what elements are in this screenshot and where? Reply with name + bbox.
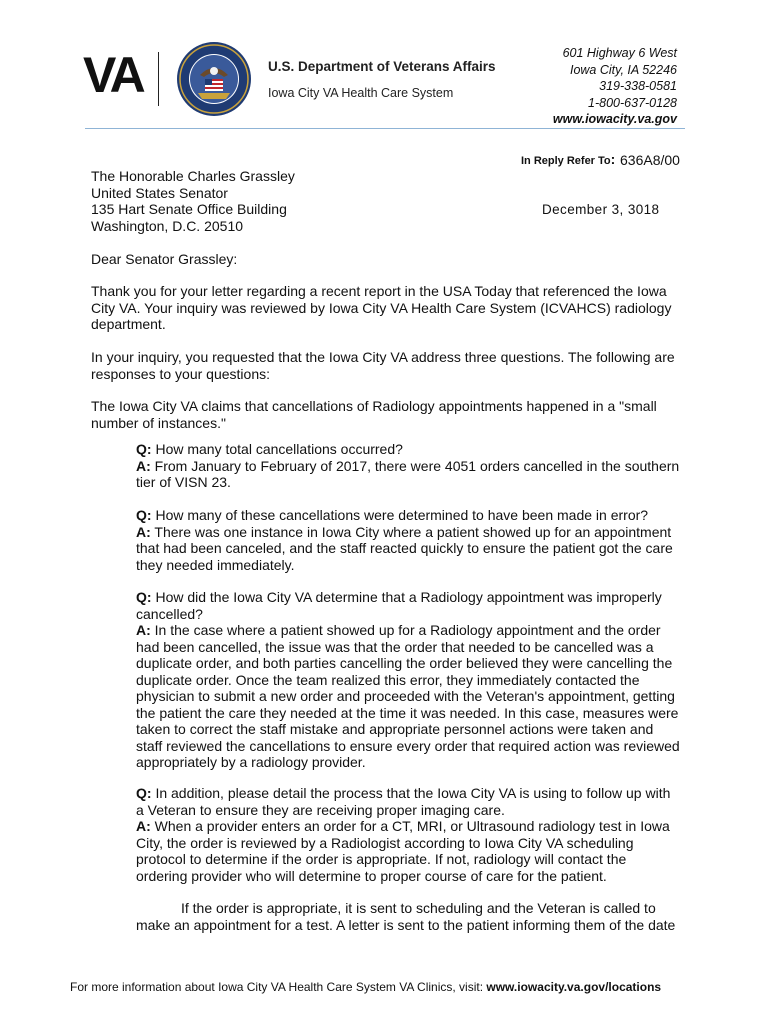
answer-text: There was one instance in Iowa City where a patient showed up for an appointment that had been canceled, and the staff reacted quickly to ensure the patient got the care they needed immediately. xyxy=(136,523,673,573)
answer-label: A: xyxy=(136,457,151,474)
question-text: In addition, please detail the process that the Iowa City VA is using to follow up with a Veteran to ensure they are receiving proper imaging care. xyxy=(136,785,671,818)
question-text: How did the Iowa City VA determine that a Radiology appointment was improperly cancelled? xyxy=(136,589,662,622)
question-label: Q: xyxy=(136,785,152,801)
letterhead-rule xyxy=(85,128,685,129)
body-paragraph: The Iowa City VA claims that cancellations of Radiology appointments happened in a "small number of instances." xyxy=(91,398,657,431)
question-text: How many of these cancellations were determined to have been made in error? xyxy=(155,507,649,523)
addressee-line: Washington, D.C. 20510 xyxy=(91,217,244,234)
question-label: Q: xyxy=(136,441,152,457)
qa-item xyxy=(136,441,681,491)
footer xyxy=(70,980,661,994)
reply-refer-label: In Reply Refer To: xyxy=(521,151,616,167)
website-link[interactable]: www.iowacity.va.gov xyxy=(552,112,677,126)
addressee-line: The Honorable Charles Grassley xyxy=(91,168,295,184)
question-label: Q: xyxy=(136,507,152,523)
answer-text: When a provider enters an order for a CT, MRI, or Ultrasound radiology test in Iowa City, the order is reviewed by a Radiologist according to Iowa City VA scheduling protocol to determine if the order is appropriate. If not, radiology will contact the ordering provider who will determine to proper course of care for the patient. xyxy=(136,818,670,884)
va-seal-icon xyxy=(176,41,252,117)
facility-name: Iowa City VA Health Care System xyxy=(268,86,454,100)
letter-date: December 3, 3018 xyxy=(542,202,660,217)
body-paragraph: Thank you for your letter regarding a recent report in the USA Today that referenced the Iowa City VA. Your inquiry was reviewed by Iowa City VA Health Care System (ICVAHCS) radiology department. xyxy=(91,283,672,332)
phone-line: 1-800-637-0128 xyxy=(588,95,677,110)
answer-label: A: xyxy=(136,622,151,638)
logo-divider xyxy=(158,52,159,106)
answer-label: A: xyxy=(136,523,151,540)
footer-link[interactable]: www.iowacity.va.gov/locations xyxy=(486,980,662,994)
qa-item xyxy=(136,589,681,771)
va-logo: VA xyxy=(83,47,143,103)
footer-text: For more information about Iowa City VA Health Care System VA Clinics, visit: xyxy=(70,980,487,994)
continuation-paragraph: If the order is appropriate, it is sent to scheduling and the Veteran is called to make an appointment for a test. A letter is sent to the patient informing them of the date xyxy=(136,900,676,933)
address-line: Iowa City, IA 52246 xyxy=(569,62,677,77)
answer-label: A: xyxy=(136,818,151,834)
qa-item xyxy=(136,785,681,884)
question-text: How many total cancellations occurred? xyxy=(155,441,403,457)
address-line: 601 Highway 6 West xyxy=(562,46,677,60)
phone-line: 319-338-0581 xyxy=(599,79,677,93)
addressee-block xyxy=(91,168,295,234)
body-paragraph: In your inquiry, you requested that the Iowa City VA address three questions. The following are responses to your questions: xyxy=(91,349,675,382)
reply-refer-code: 636A8/00 xyxy=(620,152,680,168)
addressee-line: United States Senator xyxy=(91,184,228,201)
addressee-line: 135 Hart Senate Office Building xyxy=(91,201,287,217)
qa-item xyxy=(136,507,681,573)
answer-text: From January to February of 2017, there were 4051 orders cancelled in the southern tier of VISN 23. xyxy=(136,457,680,490)
question-label: Q: xyxy=(136,589,152,605)
salutation: Dear Senator Grassley: xyxy=(91,251,238,267)
answer-text: In the case where a patient showed up for a Radiology appointment and the order had been cancelled, the issue was that the order that needed to be cancelled was a duplicate order, and both parties cancelling the order believed they were cancelling the duplicate order. Once the team realized this error, they immediately contacted the physician to submit a new order and proceeded with the Veteran's appointment, getting the patient the care they needed at the time it was needed. In this case, measures were taken to correct the staff mistake and appropriate personnel actions were taken and staff reviewed the cancellations to ensure every order that required action was reviewed appropriately by a radiology provider. xyxy=(136,622,680,770)
return-address xyxy=(553,45,677,128)
department-name: U.S. Department of Veterans Affairs xyxy=(268,59,496,74)
